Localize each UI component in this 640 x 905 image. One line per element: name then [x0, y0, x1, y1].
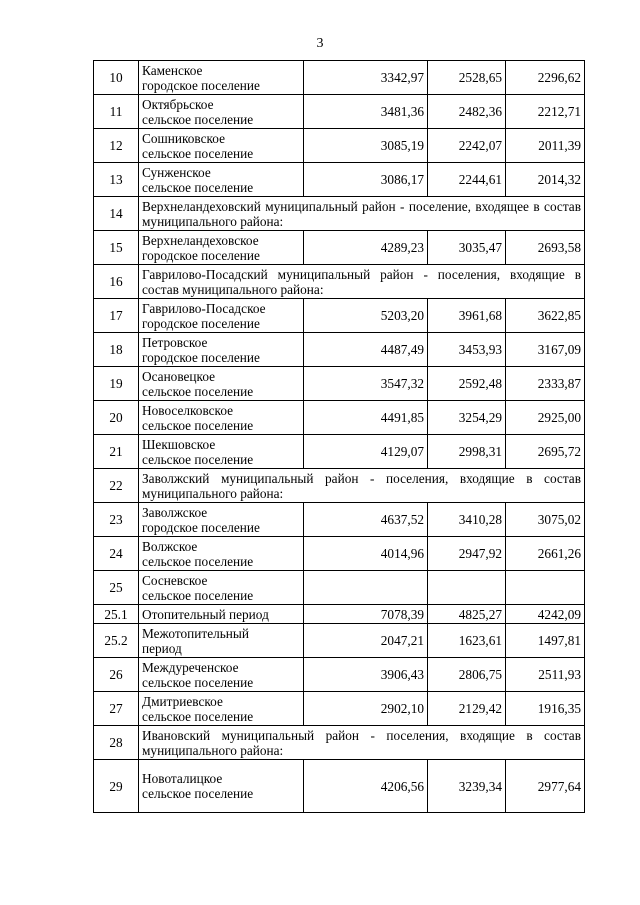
value-cell-v3: 2333,87	[506, 367, 585, 401]
settlement-name-line: Гаврилово-Посадское	[142, 300, 266, 316]
value-cell-v3: 3167,09	[506, 333, 585, 367]
settlement-name-line: Новоселковское	[142, 402, 234, 418]
value-cell-v2: 3035,47	[428, 231, 506, 265]
settlement-name	[139, 163, 304, 197]
value-cell-v3: 2511,93	[506, 658, 585, 692]
row-number: 22	[94, 469, 139, 503]
value-cell-v2: 2947,92	[428, 537, 506, 571]
row-number: 26	[94, 658, 139, 692]
settlement-name-line: сельское поселение	[142, 111, 254, 127]
settlement-name-line: сельское поселение	[142, 451, 254, 467]
settlement-name	[139, 658, 304, 692]
row-number: 11	[94, 95, 139, 129]
settlement-name	[139, 231, 304, 265]
settlement-name	[139, 401, 304, 435]
row-number: 25.1	[94, 605, 139, 624]
value-cell-v1: 4014,96	[304, 537, 428, 571]
settlement-name-line: городское поселение	[142, 519, 260, 535]
value-cell-v2: 2998,31	[428, 435, 506, 469]
value-cell-v3: 2693,58	[506, 231, 585, 265]
table-row	[94, 163, 585, 197]
value-cell-v1: 4491,85	[304, 401, 428, 435]
table-row	[94, 265, 585, 299]
table-row	[94, 605, 585, 624]
district-heading: Гаврилово-Посадский муниципальный район - поселения, входящие в состав муниципального района:	[139, 265, 585, 299]
value-cell-v3: 2011,39	[506, 129, 585, 163]
value-cell-v1: 3481,36	[304, 95, 428, 129]
row-number: 12	[94, 129, 139, 163]
settlement-name-line: Сошниковское	[142, 130, 226, 146]
value-cell-v3: 3622,85	[506, 299, 585, 333]
row-number: 17	[94, 299, 139, 333]
settlement-name	[139, 605, 304, 624]
table-row	[94, 401, 585, 435]
value-cell-v2: 2806,75	[428, 658, 506, 692]
settlement-name-line: Шекшовское	[142, 436, 216, 452]
settlement-name-line: Петровское	[142, 334, 208, 350]
value-cell-v2: 3410,28	[428, 503, 506, 537]
row-number: 24	[94, 537, 139, 571]
row-number: 28	[94, 726, 139, 760]
value-cell-v1: 3906,43	[304, 658, 428, 692]
value-cell-v2: 2129,42	[428, 692, 506, 726]
value-cell-v1: 3547,32	[304, 367, 428, 401]
district-heading: Заволжский муниципальный район - поселения, входящие в состав муниципального района:	[139, 469, 585, 503]
row-number: 10	[94, 61, 139, 95]
table-row	[94, 537, 585, 571]
value-cell-v3: 1497,81	[506, 624, 585, 658]
row-number: 21	[94, 435, 139, 469]
settlement-name-line: Сосневское	[142, 572, 208, 588]
row-number: 18	[94, 333, 139, 367]
settlement-name	[139, 503, 304, 537]
settlement-name-line: сельское поселение	[142, 179, 254, 195]
settlement-name	[139, 624, 304, 658]
row-number: 27	[94, 692, 139, 726]
settlement-name-line: Отопительный период	[142, 606, 269, 622]
value-cell-v1: 4637,52	[304, 503, 428, 537]
settlement-name	[139, 367, 304, 401]
value-cell-v2: 2244,61	[428, 163, 506, 197]
settlement-name-line: Межотопительный	[142, 625, 249, 641]
settlement-name-line: Каменское	[142, 62, 203, 78]
table-row	[94, 658, 585, 692]
table-row	[94, 760, 585, 813]
settlement-name-line: сельское поселение	[142, 383, 254, 399]
value-cell-v3: 1916,35	[506, 692, 585, 726]
settlement-name-line: сельское поселение	[142, 145, 254, 161]
row-number: 23	[94, 503, 139, 537]
value-cell-v1: 2902,10	[304, 692, 428, 726]
settlement-name	[139, 760, 304, 813]
row-number: 29	[94, 760, 139, 813]
table-row	[94, 367, 585, 401]
value-cell-v1: 4129,07	[304, 435, 428, 469]
value-cell-v2: 3453,93	[428, 333, 506, 367]
value-cell-v1	[304, 571, 428, 605]
value-cell-v3: 3075,02	[506, 503, 585, 537]
table-row	[94, 692, 585, 726]
table-row	[94, 624, 585, 658]
table-row	[94, 469, 585, 503]
settlement-name-line: Октябрьское	[142, 96, 214, 112]
value-cell-v3: 4242,09	[506, 605, 585, 624]
table-row	[94, 61, 585, 95]
settlement-name-line: сельское поселение	[142, 674, 254, 690]
value-cell-v1: 5203,20	[304, 299, 428, 333]
settlement-name-line: городское поселение	[142, 77, 260, 93]
settlement-name-line: городское поселение	[142, 349, 260, 365]
value-cell-v2: 1623,61	[428, 624, 506, 658]
settlement-name-line: сельское поселение	[142, 553, 254, 569]
value-cell-v1: 3085,19	[304, 129, 428, 163]
value-cell-v2: 3239,34	[428, 760, 506, 813]
settlement-name-line: сельское поселение	[142, 587, 254, 603]
page-number: 3	[316, 36, 324, 51]
value-cell-v3: 2661,26	[506, 537, 585, 571]
value-cell-v3: 2212,71	[506, 95, 585, 129]
settlement-name-line: Осановецкое	[142, 368, 216, 384]
tariff-table	[93, 60, 585, 813]
value-cell-v2	[428, 571, 506, 605]
value-cell-v3	[506, 571, 585, 605]
table-row	[94, 503, 585, 537]
table-row	[94, 571, 585, 605]
value-cell-v2: 3961,68	[428, 299, 506, 333]
value-cell-v2: 2242,07	[428, 129, 506, 163]
district-heading: Ивановский муниципальный район - поселения, входящие в состав муниципального района:	[139, 726, 585, 760]
row-number: 20	[94, 401, 139, 435]
value-cell-v1: 4487,49	[304, 333, 428, 367]
settlement-name-line: Сунженское	[142, 164, 211, 180]
settlement-name-line: сельское поселение	[142, 786, 254, 801]
table-row	[94, 299, 585, 333]
row-number: 16	[94, 265, 139, 299]
settlement-name	[139, 692, 304, 726]
table-row	[94, 726, 585, 760]
tariff-table-body	[94, 61, 585, 813]
settlement-name-line: сельское поселение	[142, 417, 254, 433]
value-cell-v3: 2977,64	[506, 760, 585, 813]
settlement-name-line: городское поселение	[142, 315, 260, 331]
settlement-name	[139, 333, 304, 367]
table-row	[94, 197, 585, 231]
row-number: 19	[94, 367, 139, 401]
settlement-name-line: Заволжское	[142, 504, 208, 520]
settlement-name	[139, 129, 304, 163]
settlement-name	[139, 299, 304, 333]
value-cell-v1: 7078,39	[304, 605, 428, 624]
settlement-name-line: Дмитриевское	[142, 693, 223, 709]
settlement-name-line: сельское поселение	[142, 708, 254, 724]
settlement-name-line: Верхнеландеховское	[142, 232, 259, 248]
settlement-name-line: Междуреченское	[142, 659, 239, 675]
value-cell-v2: 4825,27	[428, 605, 506, 624]
settlement-name-line: Волжское	[142, 538, 198, 554]
row-number: 25	[94, 571, 139, 605]
settlement-name-line: городское поселение	[142, 247, 260, 263]
value-cell-v3: 2695,72	[506, 435, 585, 469]
value-cell-v3: 2296,62	[506, 61, 585, 95]
settlement-name	[139, 435, 304, 469]
settlement-name-line: Новоталицкое	[142, 771, 223, 786]
settlement-name	[139, 537, 304, 571]
table-row	[94, 129, 585, 163]
value-cell-v2: 3254,29	[428, 401, 506, 435]
value-cell-v3: 2014,32	[506, 163, 585, 197]
row-number: 25.2	[94, 624, 139, 658]
table-row	[94, 95, 585, 129]
value-cell-v1: 2047,21	[304, 624, 428, 658]
settlement-name	[139, 571, 304, 605]
value-cell-v1: 4206,56	[304, 760, 428, 813]
table-row	[94, 435, 585, 469]
value-cell-v2: 2592,48	[428, 367, 506, 401]
value-cell-v2: 2482,36	[428, 95, 506, 129]
value-cell-v2: 2528,65	[428, 61, 506, 95]
row-number: 15	[94, 231, 139, 265]
row-number: 13	[94, 163, 139, 197]
value-cell-v1: 3342,97	[304, 61, 428, 95]
value-cell-v3: 2925,00	[506, 401, 585, 435]
row-number: 14	[94, 197, 139, 231]
value-cell-v1: 4289,23	[304, 231, 428, 265]
table-row	[94, 231, 585, 265]
value-cell-v1: 3086,17	[304, 163, 428, 197]
table-row	[94, 333, 585, 367]
district-heading: Верхнеландеховский муниципальный район - поселение, входящее в состав муниципального района:	[139, 197, 585, 231]
settlement-name	[139, 61, 304, 95]
settlement-name	[139, 95, 304, 129]
settlement-name-line: период	[142, 640, 182, 656]
